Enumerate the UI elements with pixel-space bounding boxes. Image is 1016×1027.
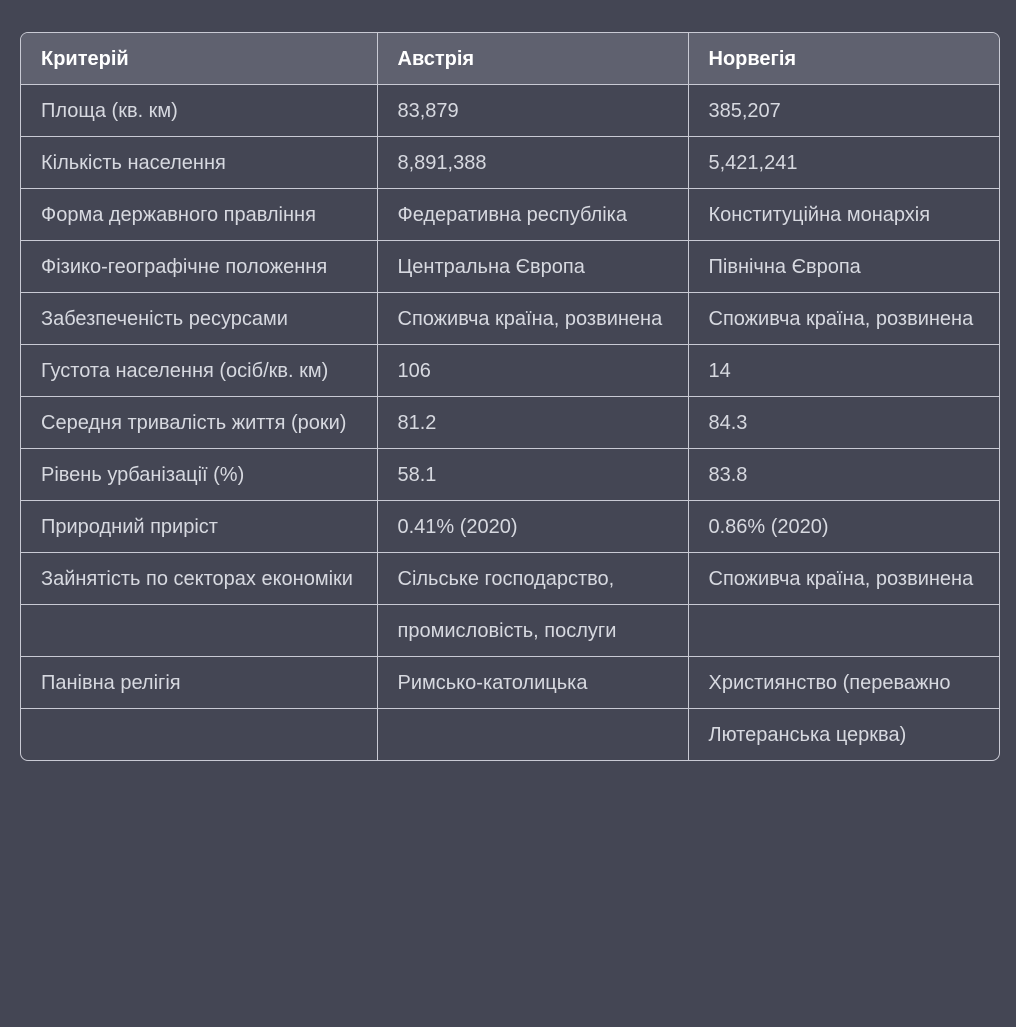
criterion-cell: Густота населення (осіб/кв. км) xyxy=(21,345,377,397)
comparison-table-container xyxy=(20,32,1000,761)
austria-cell: Споживча країна, розвинена xyxy=(377,293,688,345)
norway-cell: Лютеранська церква) xyxy=(688,709,999,761)
criterion-cell: Рівень урбанізації (%) xyxy=(21,449,377,501)
norway-cell: 84.3 xyxy=(688,397,999,449)
table-row xyxy=(21,605,999,657)
table-header-row xyxy=(21,33,999,85)
header-criterion: Критерій xyxy=(21,33,377,85)
criterion-cell: Фізико-географічне положення xyxy=(21,241,377,293)
table-row xyxy=(21,501,999,553)
austria-cell xyxy=(377,709,688,761)
norway-cell: 0.86% (2020) xyxy=(688,501,999,553)
norway-cell: 14 xyxy=(688,345,999,397)
norway-cell: Споживча країна, розвинена xyxy=(688,553,999,605)
norway-cell: 5,421,241 xyxy=(688,137,999,189)
norway-cell xyxy=(688,605,999,657)
norway-cell: Християнство (переважно xyxy=(688,657,999,709)
norway-cell: Споживча країна, розвинена xyxy=(688,293,999,345)
austria-cell: Центральна Європа xyxy=(377,241,688,293)
norway-cell: Конституційна монархія xyxy=(688,189,999,241)
austria-cell: 106 xyxy=(377,345,688,397)
table-row xyxy=(21,709,999,761)
criterion-cell: Кількість населення xyxy=(21,137,377,189)
table-row xyxy=(21,293,999,345)
table-row xyxy=(21,189,999,241)
criterion-cell: Середня тривалість життя (роки) xyxy=(21,397,377,449)
austria-cell: Федеративна республіка xyxy=(377,189,688,241)
table-row xyxy=(21,137,999,189)
norway-cell: 385,207 xyxy=(688,85,999,137)
austria-cell: Сільське господарство, xyxy=(377,553,688,605)
table-row xyxy=(21,553,999,605)
austria-cell: 0.41% (2020) xyxy=(377,501,688,553)
table-row xyxy=(21,657,999,709)
criterion-cell: Панівна релігія xyxy=(21,657,377,709)
austria-cell: 83,879 xyxy=(377,85,688,137)
austria-cell: промисловість, послуги xyxy=(377,605,688,657)
norway-cell: Північна Європа xyxy=(688,241,999,293)
header-austria: Австрія xyxy=(377,33,688,85)
norway-cell: 83.8 xyxy=(688,449,999,501)
table-row xyxy=(21,85,999,137)
criterion-cell: Зайнятість по секторах економіки xyxy=(21,553,377,605)
table-row xyxy=(21,397,999,449)
criterion-cell: Площа (кв. км) xyxy=(21,85,377,137)
criterion-cell xyxy=(21,605,377,657)
table-row xyxy=(21,345,999,397)
austria-cell: 81.2 xyxy=(377,397,688,449)
comparison-table xyxy=(21,33,999,760)
criterion-cell: Форма державного правління xyxy=(21,189,377,241)
table-row xyxy=(21,241,999,293)
header-norway: Норвегія xyxy=(688,33,999,85)
austria-cell: 58.1 xyxy=(377,449,688,501)
table-row xyxy=(21,449,999,501)
austria-cell: Римсько-католицька xyxy=(377,657,688,709)
criterion-cell: Забезпеченість ресурсами xyxy=(21,293,377,345)
austria-cell: 8,891,388 xyxy=(377,137,688,189)
criterion-cell xyxy=(21,709,377,761)
criterion-cell: Природний приріст xyxy=(21,501,377,553)
